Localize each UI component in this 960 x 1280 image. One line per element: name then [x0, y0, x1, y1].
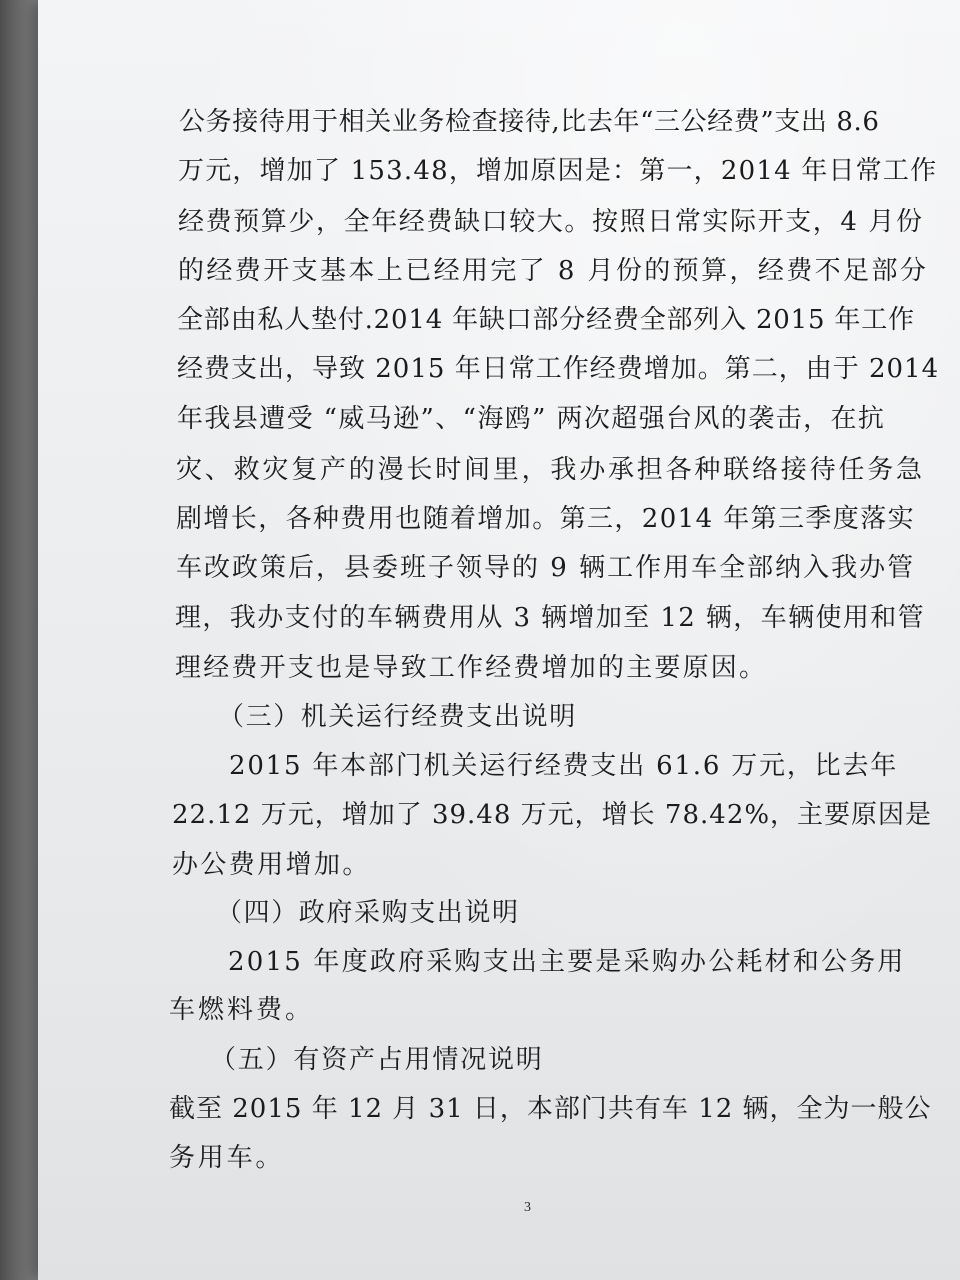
body-line-4: 的经费开支基本上已经用完了 8 月份的预算，经费不足部分 — [178, 256, 929, 286]
body-line-1: 公务接待用于相关业务检查接待,比去年“三公经费”支出 8.6 — [179, 107, 880, 137]
body-line-13: 2015 年本部门机关运行经费支出 61.6 万元，比去年 — [229, 751, 899, 781]
section-heading-5: （五）有资产占用情况说明 — [210, 1045, 544, 1075]
body-line-8: 灾、救灾复产的漫长时间里，我办承担各种联络接待任务急 — [176, 455, 925, 485]
body-line-5: 全部由私人垫付.2014 年缺口部分经费全部列入 2015 年工作 — [177, 305, 915, 335]
body-line-11: 理，我办支付的车辆费用从 3 辆增加至 12 辆，车辆使用和管 — [175, 603, 926, 633]
body-line-6: 经费支出，导致 2015 年日常工作经费增加。第二，由于 2014 — [177, 354, 940, 384]
page-number: 3 — [524, 1200, 531, 1215]
body-line-19: 务用车。 — [169, 1143, 285, 1173]
body-line-17: 车燃料费。 — [169, 995, 315, 1025]
body-line-15: 办公费用增加。 — [172, 850, 371, 880]
body-line-14: 22.12 万元，增加了 39.48 万元，增长 78.42%，主要原因是 — [172, 800, 933, 830]
section-heading-4: （四）政府采购支出说明 — [216, 898, 520, 928]
body-line-10: 车改政策后，县委班子领导的 9 辆工作用车全部纳入我办管 — [176, 553, 916, 583]
body-line-12: 理经费开支也是导致工作经费增加的主要原因。 — [175, 653, 768, 683]
body-line-9: 剧增长，各种费用也随着增加。第三，2014 年第三季度落实 — [176, 504, 916, 534]
body-line-18: 截至 2015 年 12 月 31 日，本部门共有车 12 辆，全为一般公 — [169, 1094, 932, 1124]
body-line-16: 2015 年度政府采购支出主要是采购办公耗材和公务用 — [228, 947, 906, 977]
body-line-3: 经费预算少，全年经费缺口较大。按照日常实际开支，4 月份 — [178, 207, 924, 237]
document-page — [38, 0, 960, 1280]
body-line-2: 万元，增加了 153.48，增加原因是：第一，2014 年日常工作 — [178, 156, 938, 186]
section-heading-3: （三）机关运行经费支出说明 — [218, 702, 577, 732]
body-line-7: 年我县遭受 “威马逊”、“海鸥” 两次超强台风的袭击，在抗 — [177, 404, 886, 434]
